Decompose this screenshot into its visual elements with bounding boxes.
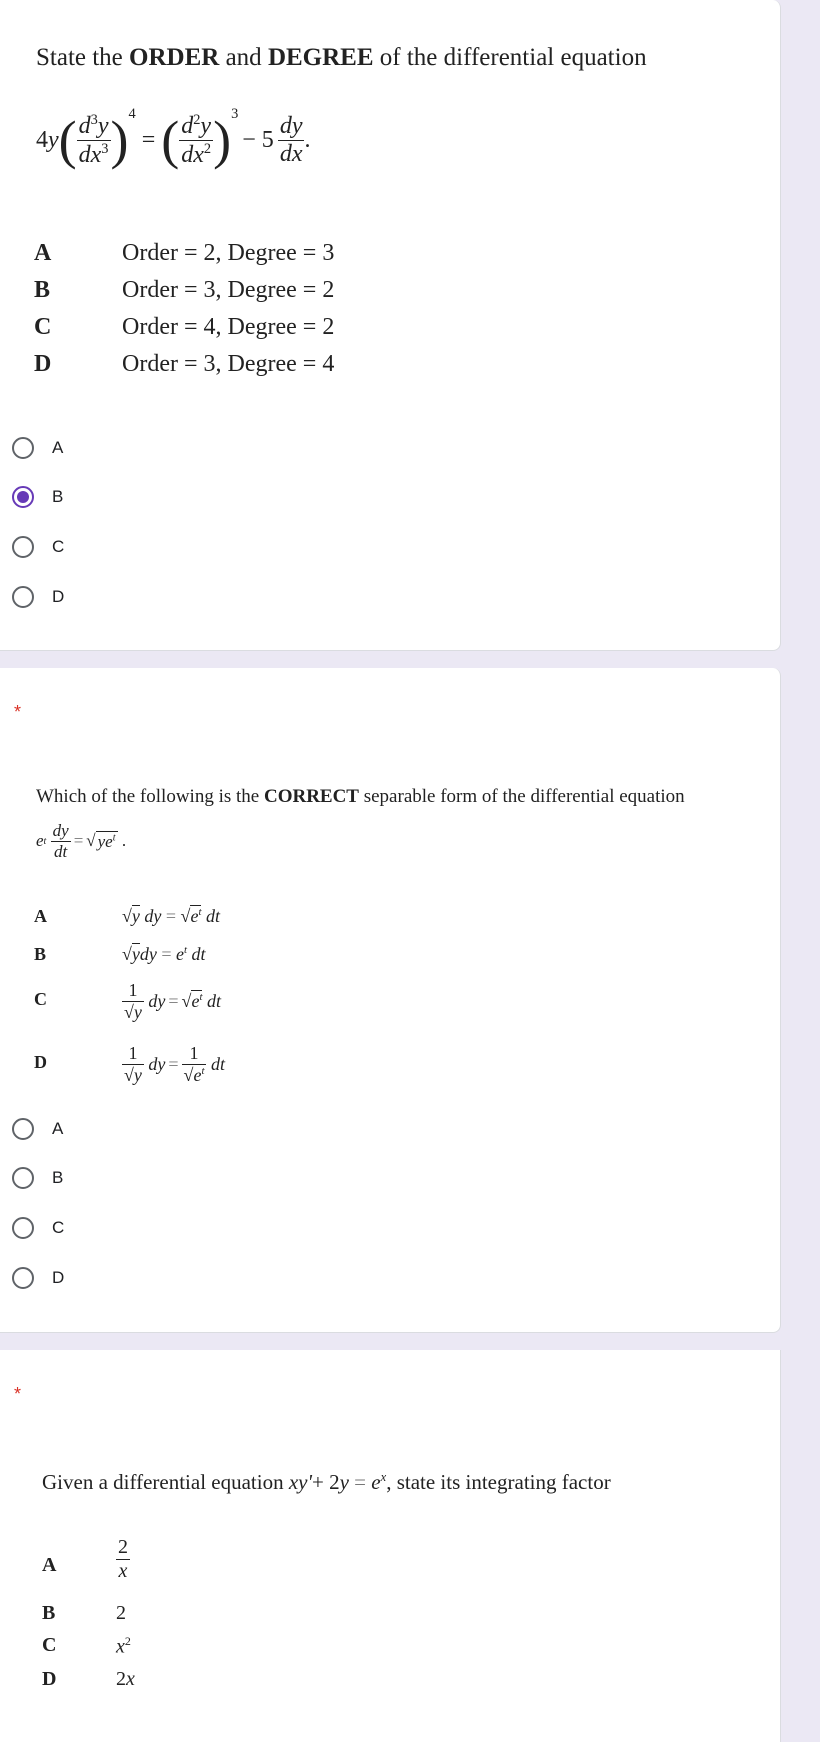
- q1-option-letter: A: [34, 240, 52, 266]
- radio-label: B: [52, 487, 64, 506]
- q2-radio-d[interactable]: [10, 1258, 64, 1298]
- q1-option-letter: C: [34, 314, 52, 340]
- radio-button[interactable]: [12, 1167, 34, 1189]
- radio-label: A: [52, 1119, 64, 1138]
- q1-radio-a[interactable]: [10, 428, 63, 468]
- q3-option-letter: D: [42, 1668, 57, 1690]
- q3-option-b-text: 2: [116, 1602, 126, 1624]
- radio-button-selected[interactable]: [12, 486, 34, 508]
- question-card-2: [0, 668, 781, 1333]
- question-1-title: State the ORDER and DEGREE of the differential equation: [36, 44, 647, 71]
- q1-radio-d[interactable]: [10, 577, 64, 617]
- radio-button[interactable]: [12, 437, 34, 459]
- q2-option-c-math: $\frac{1}{√y}$ dy = √ $e^t$ dt: [124, 979, 221, 1022]
- q1-radio-b[interactable]: [10, 477, 63, 517]
- radio-button[interactable]: [12, 1267, 34, 1289]
- q2-option-letter: C: [34, 989, 47, 1009]
- q1-option-letter: D: [34, 351, 52, 377]
- radio-label: B: [52, 1168, 64, 1187]
- radio-label: C: [52, 1218, 65, 1237]
- q2-option-d-math: $\frac{1}{√y}$ dy = $\frac{1}{√e^t}$ dt: [124, 1042, 225, 1085]
- radio-button[interactable]: [12, 536, 34, 558]
- radio-label: D: [52, 1268, 65, 1287]
- question-card-1: [0, 0, 781, 651]
- q2-option-b-math: $√ydy = e^t$ dt: [122, 944, 206, 964]
- q2-radio-c[interactable]: [10, 1208, 64, 1248]
- radio-button[interactable]: [12, 1217, 34, 1239]
- q3-option-letter: C: [42, 1634, 57, 1656]
- q1-option-text: Order = 2, Degree = 3: [122, 240, 335, 266]
- q3-option-letter: B: [42, 1602, 56, 1624]
- q2-option-letter: A: [34, 906, 47, 926]
- q2-radio-a[interactable]: [10, 1109, 63, 1149]
- radio-label: A: [52, 438, 64, 457]
- q3-option-a-math: $\frac{2}{x}$: [118, 1536, 128, 1582]
- q1-option-text: Order = 4, Degree = 2: [122, 314, 335, 340]
- question-2-equation: e t $\frac{dy}{dt}$ = √ $ye^t$ .: [36, 820, 127, 861]
- required-asterisk: *: [14, 1384, 22, 1404]
- radio-button[interactable]: [12, 586, 34, 608]
- radio-label: C: [52, 537, 65, 556]
- q1-option-text: Order = 3, Degree = 4: [122, 351, 335, 377]
- radio-button[interactable]: [12, 1118, 34, 1140]
- q3-option-d-math: 2x: [116, 1668, 135, 1690]
- q1-option-text: Order = 3, Degree = 2: [122, 277, 335, 303]
- q1-option-letter: B: [34, 277, 51, 303]
- required-asterisk: *: [14, 702, 22, 722]
- question-2-title: Which of the following is the CORRECT separable form of the differential equation: [36, 786, 685, 807]
- q1-radio-c[interactable]: [10, 527, 64, 567]
- q3-option-letter: A: [42, 1554, 57, 1576]
- question-card-3: [0, 1350, 781, 1742]
- question-1-equation: 4 y ( $\frac{d^3y}{dx^3}$ ) $^4$ = ( $\frac{d^2y}{dx^2}$ ) $^3$ − 5 $\frac{dy}{dx}$ .: [36, 106, 311, 170]
- radio-label: D: [52, 587, 65, 606]
- q3-option-c-math: $x^2$: [116, 1634, 131, 1658]
- q2-option-a-math: √y dy = $√e^t$ dt: [122, 906, 220, 926]
- q2-radio-b[interactable]: [10, 1158, 63, 1198]
- q2-option-letter: D: [34, 1052, 47, 1072]
- question-3-title: Given a differential equation $xy'+ 2y = e^x$ , state its integrating factor: [42, 1470, 611, 1494]
- background-panel: [780, 0, 820, 1742]
- q2-option-letter: B: [34, 944, 47, 964]
